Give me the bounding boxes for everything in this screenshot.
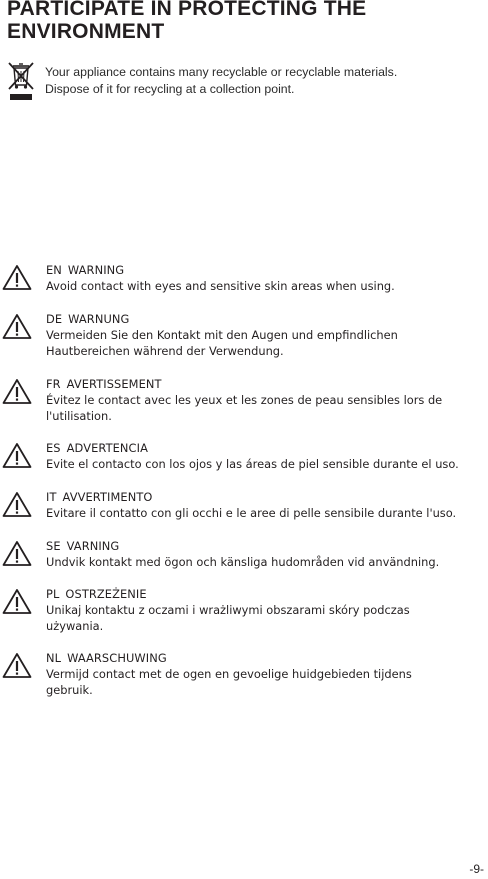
warning-body (46, 327, 466, 359)
warning-language-code: ES (46, 441, 61, 455)
warning-body-line: Avoid contact with eyes and sensitive skin areas when using. (46, 279, 395, 293)
warning-language-code: PL (46, 587, 60, 601)
warning-triangle-icon (2, 652, 32, 679)
warning-heading-label: ADVERTENCIA (66, 441, 148, 455)
warning-heading (46, 376, 466, 392)
warning-heading (46, 489, 466, 505)
warning-body (46, 602, 466, 634)
warning-body-line: Undvik kontakt med ögon och känsliga hudområden vid användning. (46, 555, 440, 569)
warning-triangle-icon (2, 491, 32, 518)
warning-heading (46, 311, 466, 327)
warning-triangle-icon (2, 442, 32, 469)
warning-triangle-icon (2, 313, 32, 340)
crossed-out-wheelie-bin-icon (6, 61, 36, 103)
warning-heading (46, 440, 466, 456)
warning-body (46, 278, 466, 294)
warning-language-code: SE (46, 539, 61, 553)
page-title-line-2: ENVIRONMENT (7, 20, 165, 43)
warning-body-line: l'utilisation. (46, 409, 112, 423)
warning-heading-label: WAARSCHUWING (67, 651, 167, 665)
warning-text (46, 489, 466, 521)
warning-text (46, 538, 466, 570)
warning-body-line: Evitare il contatto con gli occhi e le aree di pelle sensibile durante l'uso. (46, 506, 457, 520)
warning-triangle-icon (2, 378, 32, 405)
warning-body (46, 456, 466, 472)
warning-language-code: DE (46, 312, 63, 326)
page-title-line-1: PARTICIPATE IN PROTECTING THE (7, 0, 367, 20)
warning-language-code: NL (46, 651, 62, 665)
warning-heading (46, 262, 466, 278)
warning-body (46, 392, 466, 424)
warning-body-line: używania. (46, 619, 104, 633)
warning-heading (46, 538, 466, 554)
warning-body-line: Évitez le contact avec les yeux et les zones de peau sensibles lors de (46, 393, 443, 407)
warning-text (46, 650, 466, 698)
warning-text (46, 311, 466, 359)
warning-heading-label: OSTRZEŻENIE (65, 587, 147, 601)
warning-text (46, 262, 466, 294)
warning-language-code: IT (46, 490, 57, 504)
page-number: -9- (469, 862, 484, 876)
warning-triangle-icon (2, 540, 32, 567)
warning-language-code: EN (46, 263, 62, 277)
warning-body-line: Vermeiden Sie den Kontakt mit den Augen und empfindlichen (46, 328, 398, 342)
warning-body-line: Unikaj kontaktu z oczami i wrażliwymi obszarami skóry podczas (46, 603, 410, 617)
warning-text (46, 586, 466, 634)
warning-text (46, 376, 466, 424)
recycling-line-1: Your appliance contains many recyclable or recyclable materials. (45, 65, 398, 79)
warning-language-code: FR (46, 377, 61, 391)
warning-body (46, 554, 466, 570)
recycling-line-2: Dispose of it for recycling at a collection point. (45, 82, 295, 96)
warning-body-line: Evite el contacto con los ojos y las áreas de piel sensible durante el uso. (46, 457, 459, 471)
warning-body-line: gebruik. (46, 683, 93, 697)
warning-heading-label: WARNING (67, 263, 125, 277)
warning-heading-label: WARNUNG (68, 312, 130, 326)
warning-body (46, 505, 466, 521)
warning-heading (46, 586, 466, 602)
warning-body-line: Hautbereichen während der Verwendung. (46, 344, 284, 358)
warning-body-line: Vermijd contact met de ogen en gevoelige huidgebieden tijdens (46, 667, 412, 681)
warning-triangle-icon (2, 588, 32, 615)
warning-text (46, 440, 466, 472)
warning-body (46, 666, 466, 698)
warning-heading-label: AVVERTIMENTO (62, 490, 153, 504)
warning-triangle-icon (2, 264, 32, 291)
warning-heading-label: AVERTISSEMENT (66, 377, 162, 391)
page-title (7, 0, 477, 43)
warning-heading (46, 650, 466, 666)
warning-heading-label: VARNING (66, 539, 120, 553)
recycling-text (45, 64, 465, 98)
